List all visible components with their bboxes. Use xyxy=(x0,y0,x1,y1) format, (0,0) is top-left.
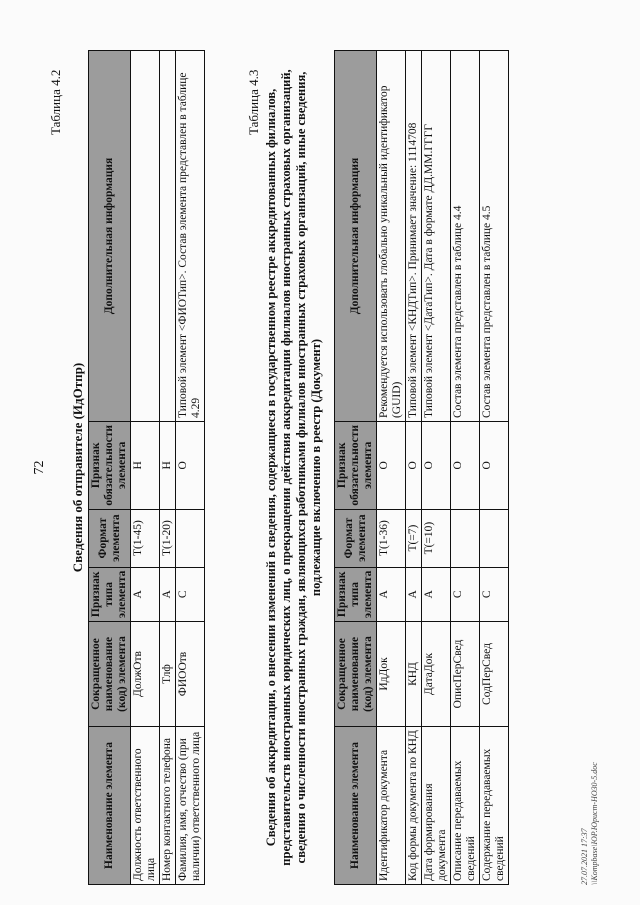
cell: Типовой элемент <ДатаТип>. Дата в формате ДД.ММ.ГГГГ xyxy=(422,51,451,422)
cell: T(1-45) xyxy=(131,509,160,567)
rotated-content xyxy=(28,40,613,895)
cell: Дата формирования документа xyxy=(422,727,451,885)
cell: Состав элемента представлен в таблице 4.4 xyxy=(451,51,480,422)
table-title-4-3: Сведения об аккредитации, о внесении изменений в сведения, содержащиеся в государственном реестре аккредитованных филиалов, представительств иностранных юридических лиц, о прекращении действия аккредитации филиалов иностранных страховых организаций, сведения о численности иностранных граждан, являющихся работниками филиалов иностранных страховых организаций, иные сведения, подлежащие включению в реестр (Документ) xyxy=(264,69,323,866)
cell: ДатаДок xyxy=(422,622,451,727)
table-header-row xyxy=(89,51,131,885)
header-cell: Формат элемента xyxy=(335,509,377,567)
header-cell: Сокращенное наименование (код) элемента xyxy=(335,622,377,727)
cell: О xyxy=(377,422,406,510)
cell: ИдДок xyxy=(377,622,406,727)
cell: С xyxy=(451,567,480,621)
cell: T(=7) xyxy=(406,509,422,567)
header-cell: Признак обязательности элемента xyxy=(89,422,131,510)
cell: О xyxy=(406,422,422,510)
cell: T(1-20) xyxy=(160,509,176,567)
cell: T(1-36) xyxy=(377,509,406,567)
page-number: 72 xyxy=(32,460,47,475)
table-label-4-3: Таблица 4.3 xyxy=(246,69,261,135)
header-cell: Сокращенное наименование (код) элемента xyxy=(89,622,131,727)
table-header-row xyxy=(335,51,377,885)
cell xyxy=(176,509,205,567)
cell: Типовой элемент <КНДТип>. Принимает значение: 1114708 xyxy=(406,51,422,422)
cell: Содержание передаваемых сведений xyxy=(480,727,509,885)
table-row xyxy=(422,51,451,885)
table-row xyxy=(480,51,509,885)
table-row xyxy=(406,51,422,885)
cell: А xyxy=(160,567,176,621)
cell: Рекомендуется использовать глобально уникальный идентификатор (GUID) xyxy=(377,51,406,422)
table-label-4-2: Таблица 4.2 xyxy=(48,69,63,135)
cell: О xyxy=(480,422,509,510)
cell: О xyxy=(451,422,480,510)
header-cell: Формат элемента xyxy=(89,509,131,567)
table-row xyxy=(451,51,480,885)
cell xyxy=(131,51,160,422)
cell: С xyxy=(176,567,205,621)
header-cell: Признак типа элемента xyxy=(335,567,377,621)
table-row xyxy=(160,51,176,885)
cell: Должность ответственного лица xyxy=(131,727,160,885)
cell: Н xyxy=(131,422,160,510)
cell: Фамилия, имя, отчество (при наличии) ответственного лица xyxy=(176,727,205,885)
cell xyxy=(160,51,176,422)
table-row xyxy=(131,51,160,885)
table-4-3 xyxy=(334,50,509,885)
header-cell: Признак типа элемента xyxy=(89,567,131,621)
cell: Состав элемента представлен в таблице 4.5 xyxy=(480,51,509,422)
cell: О xyxy=(176,422,205,510)
cell: T(=10) xyxy=(422,509,451,567)
cell: С xyxy=(480,567,509,621)
cell: ФИООтв xyxy=(176,622,205,727)
table-4-2 xyxy=(88,50,205,885)
cell: Тлф xyxy=(160,622,176,727)
header-cell: Дополнительная информация xyxy=(335,51,377,422)
cell: ОписПерСвед xyxy=(451,622,480,727)
cell: Типовой элемент <ФИОТип>. Состав элемента представлен в таблице 4.29 xyxy=(176,51,205,422)
table-row xyxy=(176,51,205,885)
cell xyxy=(451,509,480,567)
cell xyxy=(480,509,509,567)
cell: А xyxy=(422,567,451,621)
table-row xyxy=(377,51,406,885)
header-cell: Признак обязательности элемента xyxy=(335,422,377,510)
cell: Описание передаваемых сведений xyxy=(451,727,480,885)
header-cell: Дополнительная информация xyxy=(89,51,131,422)
header-cell: Наименование элемента xyxy=(89,727,131,885)
cell: СодПерСвед xyxy=(480,622,509,727)
footer-path: \\Kompbase\ЮР.Юрист-НОЗ0-5.doc xyxy=(590,762,599,885)
cell: А xyxy=(406,567,422,621)
cell: А xyxy=(131,567,160,621)
footer-stamp xyxy=(580,762,600,885)
cell: О xyxy=(422,422,451,510)
table-title-4-2: Сведения об отправителе (ИдОтпр) xyxy=(70,362,85,573)
cell: Идентификатор документа xyxy=(377,727,406,885)
cell: ДолжОтв xyxy=(131,622,160,727)
cell: Номер контактного телефона xyxy=(160,727,176,885)
footer-date: 27.07.2021 17:37 xyxy=(580,828,589,885)
cell: Н xyxy=(160,422,176,510)
cell: КНД xyxy=(406,622,422,727)
cell: Код формы документа по КНД xyxy=(406,727,422,885)
cell: А xyxy=(377,567,406,621)
header-cell: Наименование элемента xyxy=(335,727,377,885)
